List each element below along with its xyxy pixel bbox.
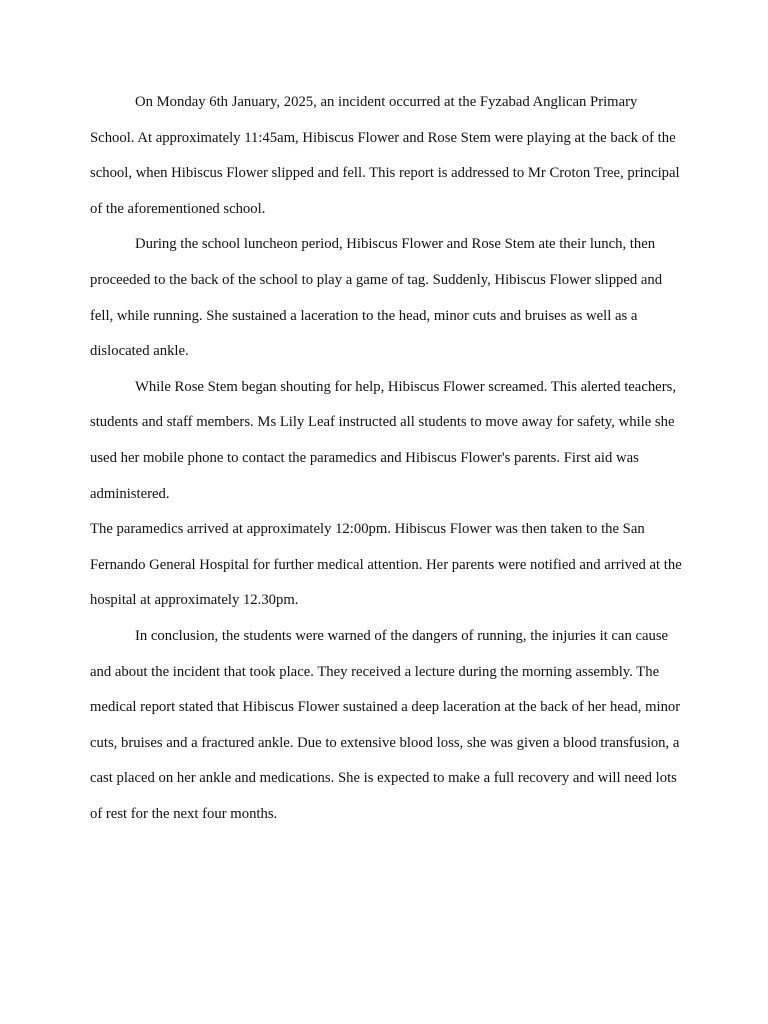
report-body	[90, 85, 684, 832]
paragraph-paramedics-arrival: The paramedics arrived at approximately 12:00pm. Hibiscus Flower was then taken to the San Fernando General Hospital for further medical attention. Her parents were notified and arrived at the hospital at approximately 12.30pm.	[90, 521, 682, 609]
paragraph-incident-summary: On Monday 6th January, 2025, an incident occurred at the Fyzabad Anglican Primary School. At approximately 11:45am, Hibiscus Flower and Rose Stem were playing at the back of the school, when Hibiscus Flower slipped and fell. This report is addressed to Mr Croton Tree, principal of the aforementioned school.	[90, 94, 680, 217]
paragraph-luncheon-period: During the school luncheon period, Hibiscus Flower and Rose Stem ate their lunch, then proceeded to the back of the school to play a game of tag. Suddenly, Hibiscus Flower slipped and fell, while running. She sustained a laceration to the head, minor cuts and bruises as well as a dislocated ankle.	[90, 236, 663, 360]
paragraph-call-for-help: While Rose Stem began shouting for help, Hibiscus Flower screamed. This alerted teachers, students and staff members. Ms Lily Leaf instructed all students to move away for safety, while she used her mobile phone to contact the paramedics and Hibiscus Flower's parents. First aid was administered.	[90, 378, 676, 502]
paragraph-conclusion: In conclusion, the students were warned of the dangers of running, the injuries it can cause and about the incident that took place. They received a lecture during the morning assembly. The medical report stated that Hibiscus Flower sustained a deep laceration at the back of her head, minor cuts, bruises and a fractured ankle. Due to extensive blood loss, she was given a blood transfusion, a cast placed on her ankle and medications. She is expected to make a full recovery and will need lots of rest for the next four months.	[90, 627, 681, 822]
